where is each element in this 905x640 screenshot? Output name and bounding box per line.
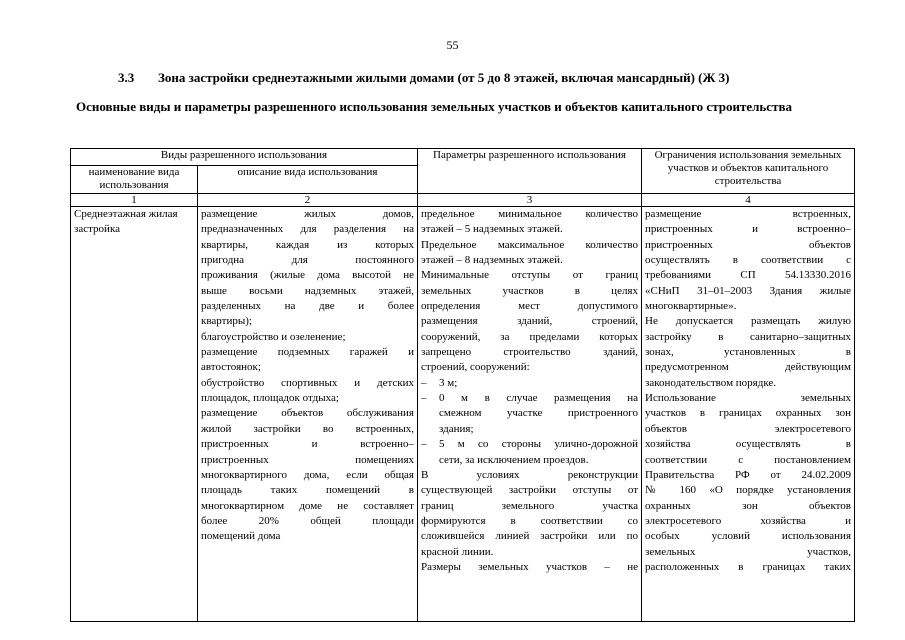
parameter-line: В условиях реконструкции xyxy=(421,468,638,481)
restriction-line: требованиями СП 54.13330.2016 xyxy=(645,269,851,282)
parameter-line: границ земельного участка xyxy=(421,499,638,512)
description-line: квартиры); xyxy=(201,315,252,328)
restriction-line: пристроенных объектов xyxy=(645,238,851,251)
restriction-line: объектов электросетевого xyxy=(645,422,851,435)
dash-marker: – xyxy=(421,376,427,389)
restriction-line: хозяйства осуществлять в xyxy=(645,438,851,451)
column-number: 1 xyxy=(71,194,198,207)
restriction-line: зонах, установленных в xyxy=(645,346,851,359)
restriction-line: № 160 «О порядке установления xyxy=(645,484,851,497)
restriction-line: предусмотренном действующим xyxy=(645,361,851,374)
restriction-line: многоквартирные». xyxy=(645,300,737,313)
parameter-line: Размеры земельных участков – не xyxy=(421,560,638,573)
parameter-line: существующей застройки отступы от xyxy=(421,484,638,497)
description-cell xyxy=(198,207,418,622)
restriction-line: электросетевого хозяйства и xyxy=(645,514,851,527)
restriction-line: земельных участков, xyxy=(645,545,851,558)
zone-table xyxy=(70,148,855,622)
setback-item-line: 5 м со стороны улично-дорожной xyxy=(439,438,638,451)
restriction-line: расположенных в границах таких xyxy=(645,560,851,573)
description-line: пристроенных и встроенно– xyxy=(201,438,414,451)
description-line: разделенных на две и более xyxy=(201,300,414,313)
restriction-line: Использование земельных xyxy=(645,392,851,405)
description-line: квартиры, каждая из которых xyxy=(201,238,414,251)
table-row xyxy=(71,207,855,622)
description-line: площадок, площадок отдыха; xyxy=(201,392,339,405)
section-number: 3.3 xyxy=(118,70,135,85)
description-line: помещений дома xyxy=(201,530,281,543)
header-parameters: Параметры разрешенного использования xyxy=(418,149,642,194)
section-heading xyxy=(118,70,729,86)
description-line: пристроенных помещениях xyxy=(201,453,414,466)
restrictions-cell xyxy=(642,207,855,622)
dash-marker: – xyxy=(421,392,427,405)
description-line: площадь таких помещений в xyxy=(201,484,414,497)
description-line: обустройство спортивных и детских xyxy=(201,376,414,389)
parameter-line: определения мест допустимого xyxy=(421,300,638,313)
restriction-line: законодательством порядке. xyxy=(645,376,777,389)
description-line: более 20% общей площади xyxy=(201,514,414,527)
restriction-line: соответствии с постановлением xyxy=(645,453,851,466)
description-line: жилой застройки во встроенных, xyxy=(201,422,414,435)
restriction-line: осуществлять в соответствии с xyxy=(645,254,851,267)
restriction-line: размещение встроенных, xyxy=(645,208,851,220)
row-name: Среднеэтажная жилая застройка xyxy=(74,208,178,236)
restriction-line: «СНиП 31–01–2003 Здания жилые xyxy=(645,284,851,297)
page-number: 55 xyxy=(446,38,459,52)
description-line: размещение объектов обслуживания xyxy=(201,407,414,420)
section-title: Зона застройки среднеэтажными жилыми домами (от 5 до 8 этажей, включая мансардный) (Ж 3) xyxy=(158,70,730,85)
column-number: 4 xyxy=(642,194,855,207)
parameter-line: земельных участков в целях xyxy=(421,284,638,297)
description-line: многоквартирном доме не составляет xyxy=(201,499,414,512)
parameter-line: запрещено строительство зданий, xyxy=(421,346,638,359)
description-line: размещение жилых домов, xyxy=(201,208,414,220)
parameter-line: этажей – 8 надземных этажей. xyxy=(421,254,563,267)
header-name: наименование вида использования xyxy=(71,166,198,194)
description-line: предназначенных для разделения на xyxy=(201,223,414,236)
parameter-line: формируются в соответствии со xyxy=(421,514,638,527)
restriction-line: застройку в санитарно–защитных xyxy=(645,330,851,343)
parameter-line: строений, сооружений: xyxy=(421,361,530,374)
description-line: проживания (жилые дома высотой не xyxy=(201,269,414,282)
row-name-cell xyxy=(71,207,198,622)
parameters-cell xyxy=(418,207,642,622)
parameter-line: сложившейся линией застройки или по xyxy=(421,530,638,543)
parameter-line: красной линии. xyxy=(421,545,494,558)
description-line: пригодна для постоянного xyxy=(201,254,414,267)
setback-item-line: 0 м в случае размещения на xyxy=(439,392,638,405)
description-line: размещение подземных гаражей и xyxy=(201,346,414,359)
setback-item-line: сети, за исключением проездов. xyxy=(439,453,589,466)
column-number: 3 xyxy=(418,194,642,207)
restriction-line: Не допускается размещать жилую xyxy=(645,315,851,328)
parameter-line: предельное минимальное количество xyxy=(421,208,638,220)
column-number: 2 xyxy=(198,194,418,207)
description-line: многоквартирного дома, если общая xyxy=(201,468,414,481)
setback-item-line: здания; xyxy=(439,422,474,435)
setback-item xyxy=(421,391,638,437)
setback-item xyxy=(421,437,638,468)
setback-item xyxy=(421,376,638,391)
header-group: Виды разрешенного использования xyxy=(71,149,418,166)
parameter-line: этажей – 5 надземных этажей. xyxy=(421,223,563,236)
header-description: описание вида использования xyxy=(198,166,418,194)
restriction-line: особых условий использования xyxy=(645,530,851,543)
dash-marker: – xyxy=(421,438,427,451)
description-line: благоустройство и озеленение; xyxy=(201,330,346,343)
restriction-line: пристроенных и встроенно– xyxy=(645,223,851,236)
restriction-line: участков в границах охранных зон xyxy=(645,407,851,420)
header-restrictions: Ограничения использования земельных участков и объектов капитального строительства xyxy=(642,149,855,194)
setback-item-line: смежном участке пристроенного xyxy=(439,407,638,420)
parameter-line: размещения зданий, строений, xyxy=(421,315,638,328)
description-line: автостоянок; xyxy=(201,361,261,374)
description-line: выше восьми надземных этажей, xyxy=(201,284,414,297)
parameter-line: Минимальные отступы от границ xyxy=(421,269,638,282)
parameter-line: Предельное максимальное количество xyxy=(421,238,638,251)
restriction-line: Правительства РФ от 24.02.2009 xyxy=(645,468,851,481)
setback-item-line: 3 м; xyxy=(439,376,458,389)
restriction-line: охранных зон объектов xyxy=(645,499,851,512)
parameter-line: сооружений, за пределами которых xyxy=(421,330,638,343)
subheading: Основные виды и параметры разрешенного использования земельных участков и объектов капитального строительства xyxy=(76,99,792,114)
